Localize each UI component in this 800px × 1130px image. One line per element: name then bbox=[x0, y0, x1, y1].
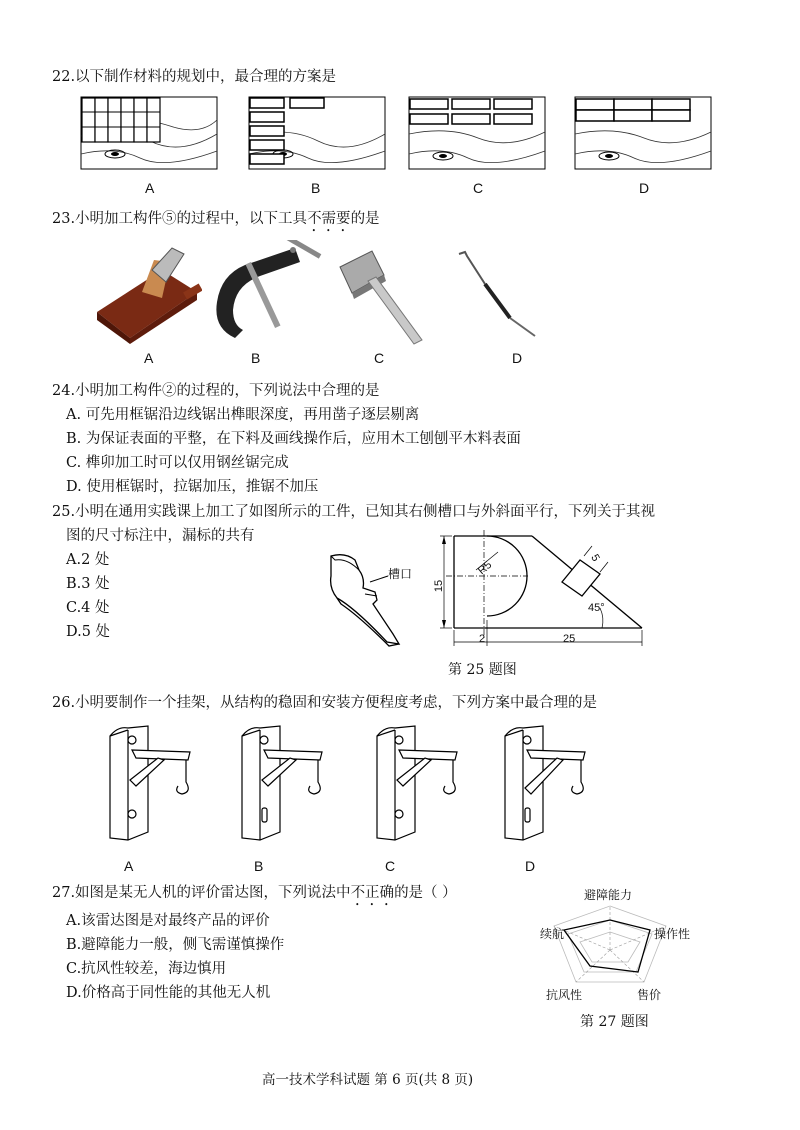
q26-option-d-figure bbox=[495, 722, 605, 847]
q26-option-b-figure bbox=[232, 722, 342, 847]
q27-axis-wind: 抗风性 bbox=[546, 988, 583, 1002]
q22-label-b: B bbox=[311, 180, 321, 196]
q22-option-b-figure bbox=[248, 96, 388, 176]
q23-stem-emphasis: 不需要 bbox=[307, 211, 351, 227]
q26-label-c: C bbox=[385, 858, 396, 874]
q26-option-c-figure bbox=[367, 722, 477, 847]
q27-caption: 第 27 题图 bbox=[580, 1014, 649, 1030]
q27-option-b: B.避障能力一般，侧飞需谨慎操作 bbox=[66, 937, 285, 953]
q27-axis-operability: 操作性 bbox=[654, 927, 691, 941]
q26-label-d: D bbox=[525, 858, 536, 874]
q24-option-b: B. 为保证表面的平整，在下料及画线操作后，应用木工刨刨平木料表面 bbox=[66, 431, 521, 447]
q24-option-c: C. 榫卯加工时可以仅用钢丝锯完成 bbox=[66, 455, 289, 471]
q25-slot-label: 槽口 bbox=[388, 567, 413, 581]
q22-option-d-figure bbox=[574, 96, 714, 176]
q23-label-b: B bbox=[251, 350, 261, 366]
q25-option-b: B.3 处 bbox=[66, 576, 110, 592]
q23-stem: 23.小明加工构件⑤的过程中，以下工具不需要的是 bbox=[52, 211, 380, 227]
page-footer: 高一技术学科试题 第 6 页(共 8 页) bbox=[262, 1072, 474, 1088]
q27-stem-emphasis: 不正确 bbox=[350, 885, 395, 901]
q25-orthographic-view bbox=[432, 530, 657, 650]
q25-dim-length: 25 bbox=[563, 633, 576, 645]
mallet-icon bbox=[332, 245, 432, 345]
scriber-icon bbox=[455, 248, 545, 338]
q27-option-c: C.抗风性较差，海边慎用 bbox=[66, 961, 227, 977]
q25-dim-slot: 5 bbox=[588, 552, 602, 564]
q25-stem-line1: 25.小明在通用实践课上加工了如图所示的工件，已知其右侧槽口与外斜面平行，下列关于其视 bbox=[52, 504, 656, 520]
q23-label-a: A bbox=[144, 350, 154, 366]
q25-option-d: D.5 处 bbox=[66, 624, 111, 640]
q23-label-c: C bbox=[374, 350, 385, 366]
q27-option-a: A.该雷达图是对最终产品的评价 bbox=[66, 913, 270, 929]
q25-dim-offset: 2 bbox=[479, 633, 486, 645]
q27-option-d: D.价格高于同性能的其他无人机 bbox=[66, 985, 271, 1001]
q25-stem-line2: 图的尺寸标注中，漏标的共有 bbox=[66, 528, 255, 544]
q26-label-a: A bbox=[124, 858, 134, 874]
q22-label-a: A bbox=[145, 180, 155, 196]
q24-option-d: D. 使用框锯时，拉锯加压，推锯不加压 bbox=[66, 479, 319, 495]
q22-option-c-figure bbox=[408, 96, 548, 176]
plane-icon bbox=[92, 240, 202, 345]
q25-dim-height: 15 bbox=[433, 579, 446, 593]
q25-slot-leader bbox=[368, 574, 390, 584]
q25-option-a: A.2 处 bbox=[66, 552, 110, 568]
q27-axis-endurance: 续航 bbox=[540, 927, 565, 941]
q26-label-b: B bbox=[254, 858, 264, 874]
q22-stem: 22.以下制作材料的规划中，最合理的方案是 bbox=[52, 69, 337, 85]
q26-option-a-figure bbox=[100, 722, 210, 847]
q25-option-c: C.4 处 bbox=[66, 600, 110, 616]
q27-axis-obstacle: 避障能力 bbox=[584, 888, 633, 902]
q24-stem: 24.小明加工构件②的过程的，下列说法中合理的是 bbox=[52, 383, 380, 399]
q22-label-d: D bbox=[639, 180, 650, 196]
q25-dim-radius: R5 bbox=[475, 558, 495, 578]
q25-caption: 第 25 题图 bbox=[448, 662, 517, 678]
q23-label-d: D bbox=[512, 350, 523, 366]
q27-stem: 27.如图是某无人机的评价雷达图，下列说法中不正确的是（ ） bbox=[52, 885, 457, 901]
c-clamp-icon bbox=[205, 240, 325, 345]
q25-dim-angle: 45° bbox=[588, 602, 605, 614]
q22-label-c: C bbox=[473, 180, 484, 196]
q26-stem: 26.小明要制作一个挂架，从结构的稳固和安装方便程度考虑，下列方案中最合理的是 bbox=[52, 695, 598, 711]
q22-option-a-figure bbox=[80, 96, 220, 176]
q24-option-a: A. 可先用框锯沿边线锯出榫眼深度，再用凿子逐层剔离 bbox=[66, 407, 420, 423]
q27-axis-price: 售价 bbox=[637, 988, 662, 1002]
q25-workpiece-3d bbox=[325, 548, 415, 648]
q27-radar-chart bbox=[548, 900, 678, 990]
